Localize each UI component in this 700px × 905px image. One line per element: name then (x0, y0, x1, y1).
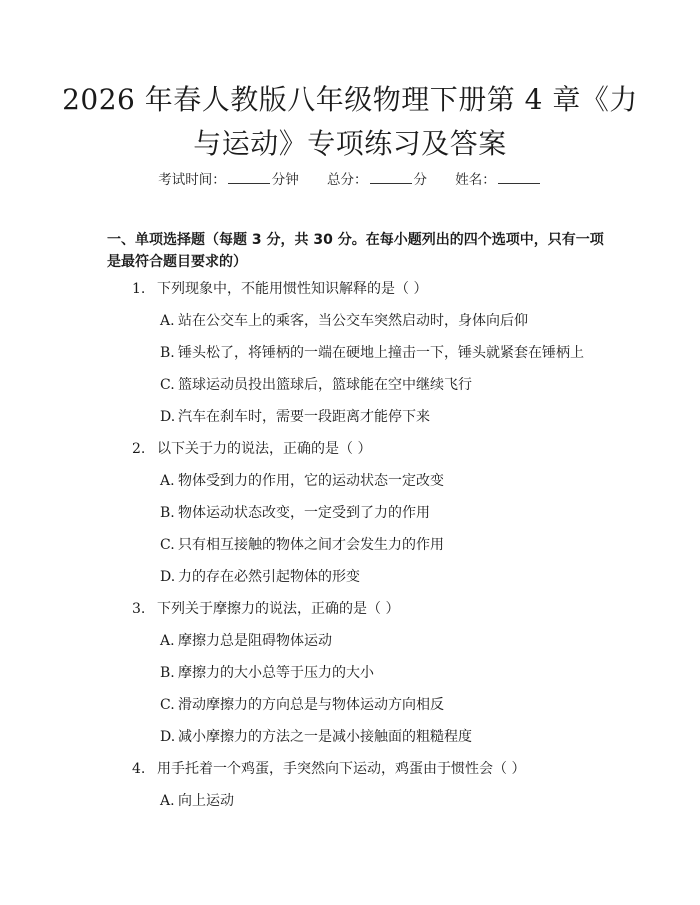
option-text: 只有相互接触的物体之间才会发生力的作用 (178, 537, 444, 553)
name-blank (498, 171, 540, 184)
option-1c (160, 375, 472, 395)
option-2a (160, 471, 444, 491)
question-text: 用手托着一个鸡蛋，手突然向下运动，鸡蛋由于惯性会（ ） (157, 761, 526, 777)
name-label: 姓名： (455, 172, 496, 188)
question-3 (132, 599, 399, 619)
total-score-unit: 分 (413, 172, 427, 188)
total-score-field (327, 172, 431, 188)
exam-time-field (158, 172, 303, 188)
option-text: 站在公交车上的乘客，当公交车突然启动时，身体向后仰 (178, 313, 528, 329)
question-number: 3. (132, 601, 146, 617)
question-number: 1. (132, 281, 146, 297)
question-text: 以下关于力的说法，正确的是（ ） (157, 441, 372, 457)
option-letter: A. (160, 313, 175, 329)
option-text: 摩擦力的大小总等于压力的大小 (178, 665, 374, 681)
option-1a (160, 311, 528, 331)
option-letter: A. (160, 633, 175, 649)
total-score-label: 总分： (327, 172, 368, 188)
option-text: 物体受到力的作用，它的运动状态一定改变 (178, 473, 444, 489)
option-2d (160, 567, 360, 587)
document-title: 2026 年春人教版八年级物理下册第 4 章《力与运动》专项练习及答案 (62, 83, 638, 160)
option-3c (160, 695, 444, 715)
option-letter: C. (160, 377, 175, 393)
option-text: 摩擦力总是阻碍物体运动 (178, 633, 332, 649)
option-2c (160, 535, 444, 555)
exam-time-blank (228, 171, 270, 184)
option-3d (160, 727, 472, 747)
option-letter: A. (160, 793, 175, 809)
exam-meta (0, 168, 700, 188)
option-letter: A. (160, 473, 175, 489)
option-4a (160, 791, 234, 811)
question-text: 下列现象中，不能用惯性知识解释的是（ ） (157, 281, 428, 297)
option-letter: C. (160, 537, 175, 553)
option-text: 力的存在必然引起物体的形变 (178, 569, 360, 585)
option-letter: B. (160, 505, 175, 521)
option-1b (160, 343, 584, 363)
option-letter: D. (160, 569, 176, 585)
question-number: 2. (132, 441, 146, 457)
question-text: 下列关于摩擦力的说法，正确的是（ ） (157, 601, 400, 617)
option-letter: C. (160, 697, 175, 713)
option-text: 篮球运动员投出篮球后，篮球能在空中继续飞行 (178, 377, 472, 393)
section-heading: 一、单项选择题（每题 3 分，共 30 分。在每小题列出的四个选项中，只有一项是最符合题目要求的） (107, 232, 604, 270)
option-letter: D. (160, 729, 176, 745)
option-text: 锤头松了，将锤柄的一端在硬地上撞击一下，锤头就紧套在锤柄上 (178, 345, 584, 361)
question-number: 4. (132, 761, 146, 777)
option-text: 滑动摩擦力的方向总是与物体运动方向相反 (178, 697, 444, 713)
option-2b (160, 503, 430, 523)
option-text: 减小摩擦力的方法之一是减小接触面的粗糙程度 (178, 729, 472, 745)
option-text: 汽车在刹车时，需要一段距离才能停下来 (178, 409, 430, 425)
name-field (455, 172, 542, 188)
option-letter: D. (160, 409, 176, 425)
question-4 (132, 759, 525, 779)
option-1d (160, 407, 430, 427)
exam-time-unit: 分钟 (271, 172, 299, 188)
question-1 (132, 279, 427, 299)
total-score-blank (370, 171, 412, 184)
option-letter: B. (160, 345, 175, 361)
question-2 (132, 439, 371, 459)
option-text: 向上运动 (178, 793, 234, 809)
exam-time-label: 考试时间： (158, 172, 226, 188)
option-letter: B. (160, 665, 175, 681)
option-3a (160, 631, 332, 651)
option-3b (160, 663, 374, 683)
option-text: 物体运动状态改变，一定受到了力的作用 (178, 505, 430, 521)
